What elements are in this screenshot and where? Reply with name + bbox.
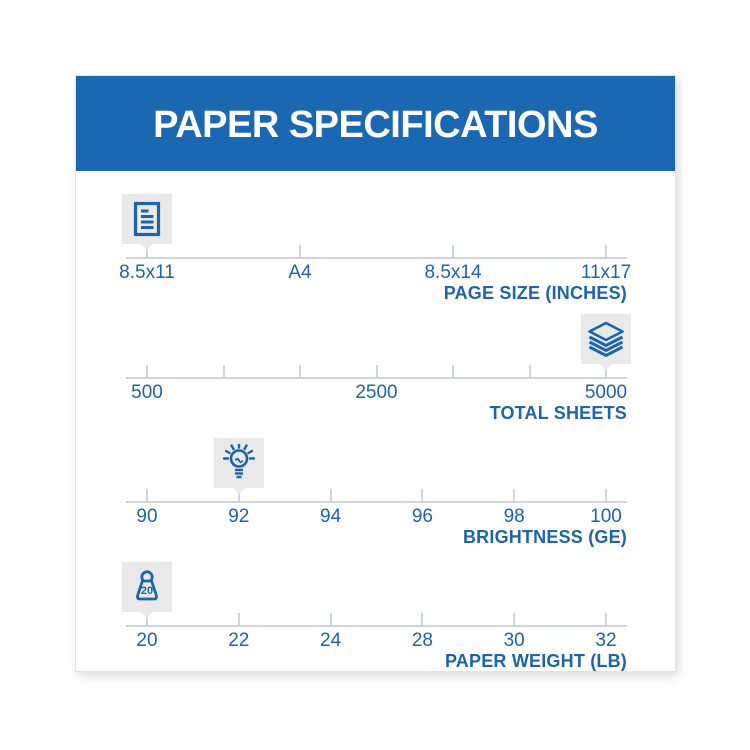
tick-label: 100 xyxy=(590,506,622,527)
tick-label: 92 xyxy=(228,506,250,527)
tick-label: 8.5x14 xyxy=(424,262,482,283)
tick-mark xyxy=(223,365,225,377)
tick-label: 2500 xyxy=(355,382,398,403)
tick-label: 90 xyxy=(136,506,158,527)
marker-pointer-tail xyxy=(599,363,613,370)
page-title: PAPER SPECIFICATIONS xyxy=(153,104,598,146)
tick-mark xyxy=(605,613,607,625)
marker-weight-box xyxy=(122,562,172,612)
tick-mark xyxy=(605,489,607,501)
tick-mark xyxy=(299,245,301,257)
tick-mark xyxy=(330,489,332,501)
tick-mark xyxy=(330,613,332,625)
tick-mark xyxy=(421,613,423,625)
scale-axis-line xyxy=(126,257,627,259)
scales-container xyxy=(76,76,675,671)
tick-mark xyxy=(513,613,515,625)
lightbulb-icon xyxy=(220,444,258,482)
tick-label: 94 xyxy=(320,506,342,527)
scale-axis-line xyxy=(126,377,627,379)
tick-label: 5000 xyxy=(584,382,628,403)
tick-mark xyxy=(146,489,148,501)
tick-mark xyxy=(421,489,423,501)
tick-label: 32 xyxy=(595,630,617,651)
tick-mark xyxy=(513,489,515,501)
tick-mark xyxy=(238,613,240,625)
tick-mark xyxy=(452,245,454,257)
svg-text:20: 20 xyxy=(140,585,154,597)
spec-card xyxy=(75,75,676,672)
marker-lightbulb-box xyxy=(214,438,264,488)
tick-mark xyxy=(299,365,301,377)
tick-label: 500 xyxy=(131,382,163,403)
marker-document-box xyxy=(122,194,172,244)
scale-axis-line xyxy=(126,625,627,627)
marker-pointer-tail xyxy=(140,243,154,250)
tick-mark xyxy=(452,365,454,377)
tick-mark xyxy=(605,245,607,257)
tick-label: 11x17 xyxy=(580,262,632,283)
marker-paper-stack-box xyxy=(581,314,631,364)
marker-pointer-tail xyxy=(232,487,246,494)
scale-axis-line xyxy=(126,501,627,503)
tick-mark xyxy=(376,365,378,377)
tick-mark xyxy=(146,365,148,377)
paper-stack-icon xyxy=(586,321,626,358)
weight-icon xyxy=(129,569,165,605)
tick-label: 98 xyxy=(503,506,525,527)
tick-label: 28 xyxy=(411,630,433,651)
tick-mark xyxy=(529,365,531,377)
tick-label: 24 xyxy=(320,630,342,651)
document-icon xyxy=(132,201,162,237)
axis-label-total-sheets: TOTAL SHEETS xyxy=(489,403,627,423)
tick-label: 96 xyxy=(411,506,433,527)
axis-label-brightness: BRIGHTNESS (GE) xyxy=(462,527,627,547)
tick-label: 22 xyxy=(228,630,250,651)
marker-pointer-tail xyxy=(140,611,154,618)
tick-label: A4 xyxy=(288,262,312,283)
axis-label-paper-weight: PAPER WEIGHT (LB) xyxy=(444,651,627,671)
tick-label: 8.5x11 xyxy=(119,262,175,283)
axis-label-page-size: PAGE SIZE (INCHES) xyxy=(443,283,627,303)
tick-label: 30 xyxy=(503,630,525,651)
tick-label: 20 xyxy=(136,630,158,651)
